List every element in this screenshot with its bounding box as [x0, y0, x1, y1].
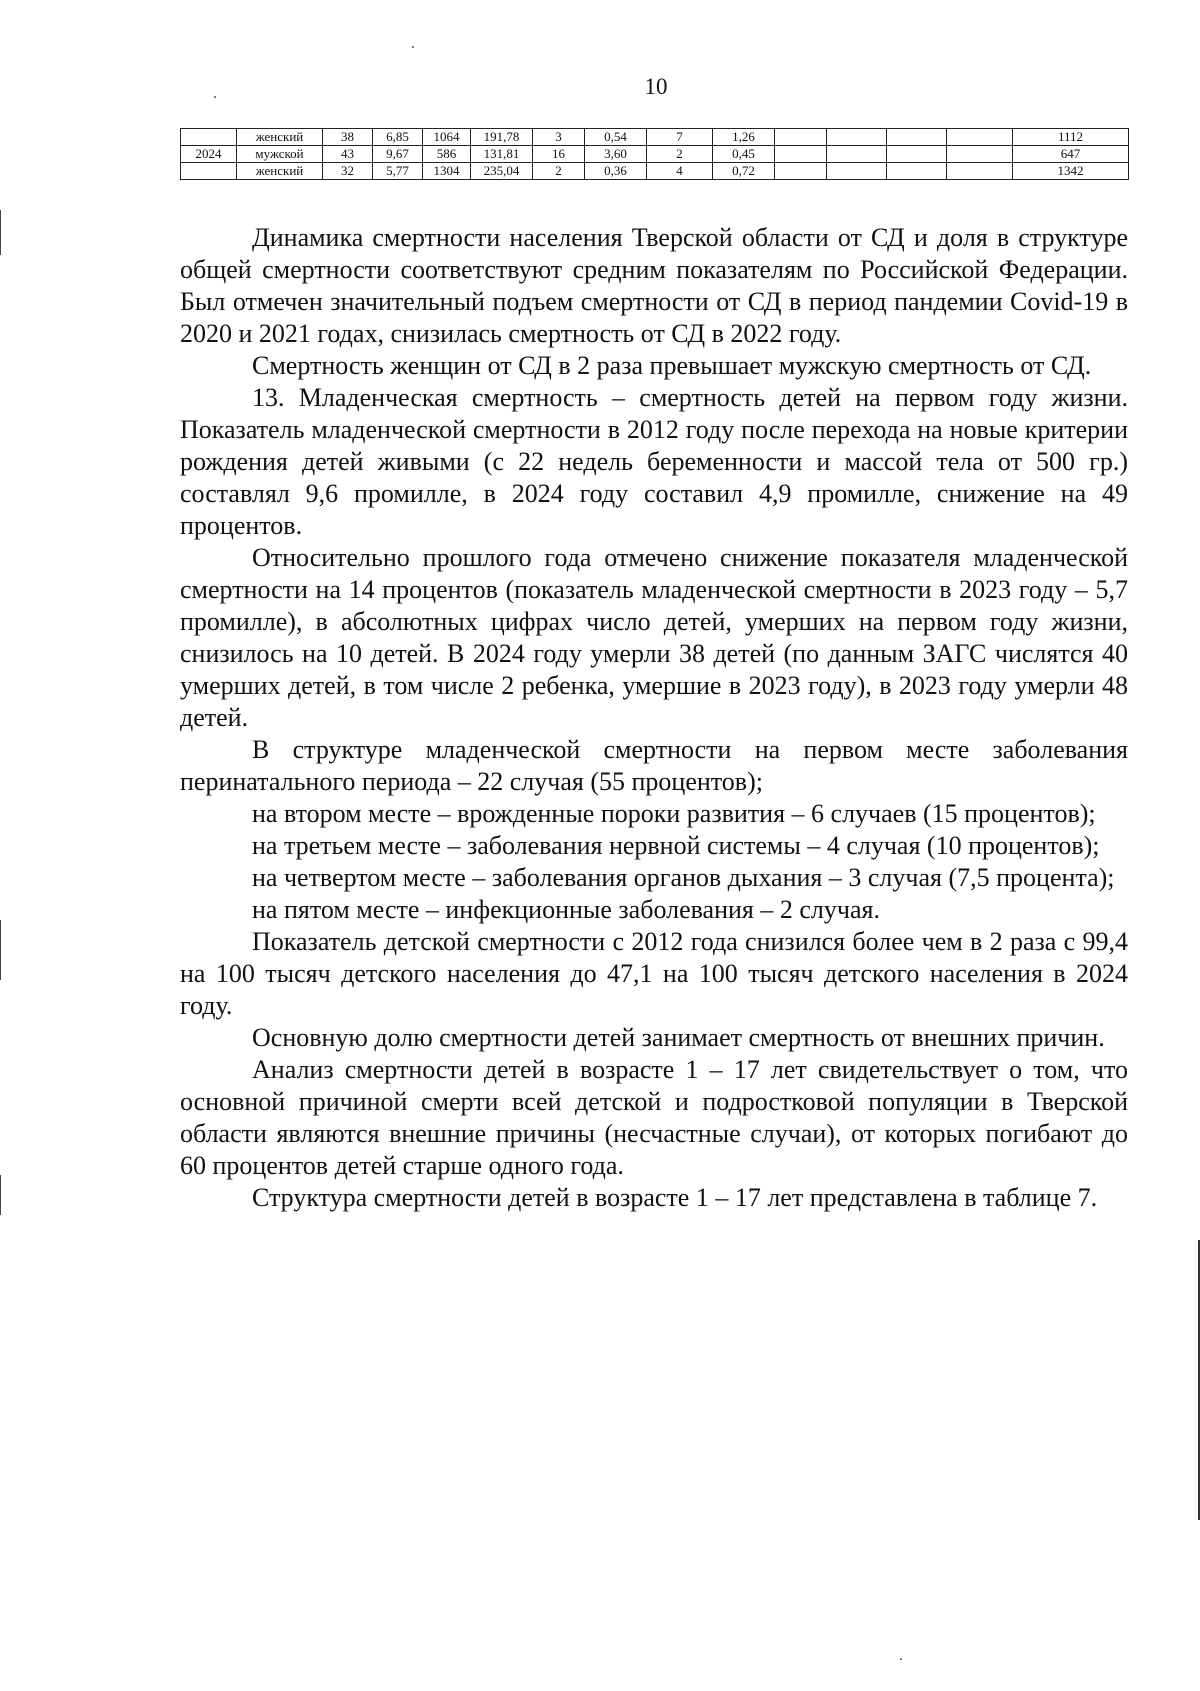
table-cell: 5,77 — [373, 163, 423, 180]
table-cell: 9,67 — [373, 146, 423, 163]
table-cell — [181, 163, 237, 180]
table-cell: 235,04 — [471, 163, 533, 180]
scan-speck — [412, 46, 414, 48]
table-cell — [827, 129, 887, 146]
paragraph: Показатель детской смертности с 2012 года снизился более чем в 2 раза с 99,4 на 100 тысяч детского населения до 47,1 на 100 тысяч детского населения в 2024 году. — [180, 927, 1128, 1020]
table-cell: 191,78 — [471, 129, 533, 146]
mortality-table-fragment — [180, 128, 1129, 180]
scan-edge-line — [0, 210, 1, 255]
table-cell: 1112 — [1013, 129, 1129, 146]
table-cell: 2 — [647, 146, 713, 163]
table-cell — [887, 146, 947, 163]
table-cell: 647 — [1013, 146, 1129, 163]
table-cell — [947, 146, 1013, 163]
table-cell — [181, 129, 237, 146]
table-cell: 38 — [323, 129, 373, 146]
table-cell: 0,54 — [585, 129, 647, 146]
table-cell: 3 — [533, 129, 585, 146]
paragraph: на пятом месте – инфекционные заболевания – 2 случая. — [252, 895, 880, 924]
paragraph: Структура смертности детей в возрасте 1 – 17 лет представлена в таблице 7. — [252, 1183, 1098, 1212]
table-cell: 3,60 — [585, 146, 647, 163]
paragraph: Динамика смертности населения Тверской области от СД и доля в структуре общей смертности соответствуют средним показателям по Российской Федерации. Был отмечен значительный подъем смертности от СД в период пандемии Covid-19 в 2020 и 2021 годах, снизилась смертность от СД в 2022 году. — [180, 223, 1128, 348]
document-body — [180, 222, 1128, 1214]
table-cell: 16 — [533, 146, 585, 163]
table-cell — [827, 163, 887, 180]
paragraph: на четвертом месте – заболевания органов дыхания – 3 случая (7,5 процента); — [252, 863, 1115, 892]
table-cell: 586 — [423, 146, 471, 163]
table-cell: 43 — [323, 146, 373, 163]
scan-speck — [214, 96, 216, 98]
table-cell: 4 — [647, 163, 713, 180]
table-cell: 0,36 — [585, 163, 647, 180]
table-cell — [887, 163, 947, 180]
table-cell: 32 — [323, 163, 373, 180]
paragraph: на втором месте – врожденные пороки развития – 6 случаев (15 процентов); — [252, 799, 1096, 828]
table-cell — [775, 129, 827, 146]
table-cell: 2024 — [181, 146, 237, 163]
scan-speck — [900, 1658, 902, 1660]
table-cell: 2 — [533, 163, 585, 180]
table-row — [181, 129, 1129, 146]
page-number: 10 — [644, 74, 668, 99]
table-cell: 6,85 — [373, 129, 423, 146]
table-cell — [947, 129, 1013, 146]
table-row — [181, 163, 1129, 180]
paragraph: на третьем месте – заболевания нервной системы – 4 случая (10 процентов); — [252, 831, 1100, 860]
table-cell: женский — [237, 129, 323, 146]
table-row — [181, 146, 1129, 163]
scan-edge-line — [0, 1175, 1, 1215]
table-cell — [887, 129, 947, 146]
table-cell — [947, 163, 1013, 180]
paragraph: Относительно прошлого года отмечено снижение показателя младенческой смертности на 14 процентов (показатель младенческой смертности в 2023 году – 5,7 промилле), в абсолютных цифрах число детей, умерших на первом году жизни, снизилось на 10 детей. В 2024 году умерли 38 детей (по данным ЗАГС числятся 40 умерших детей, в том числе 2 ребенка, умершие в 2023 году), в 2023 году умерли 48 детей. — [180, 543, 1128, 732]
table-cell — [827, 146, 887, 163]
table-cell: 0,45 — [713, 146, 775, 163]
table-cell — [775, 163, 827, 180]
table-cell: 1342 — [1013, 163, 1129, 180]
table-cell — [775, 146, 827, 163]
table-cell: мужской — [237, 146, 323, 163]
scan-edge-line — [0, 920, 1, 980]
paragraph: Смертность женщин от СД в 2 раза превышает мужскую смертность от СД. — [252, 351, 1092, 380]
table-cell: 0,72 — [713, 163, 775, 180]
paragraph: Основную долю смертности детей занимает смертность от внешних причин. — [252, 1023, 1105, 1052]
paragraph: Анализ смертности детей в возрасте 1 – 17 лет свидетельствует о том, что основной причиной смерти всей детской и подростковой популяции в Тверской области являются внешние причины (несчастные случаи), от которых погибают до 60 процентов детей старше одного года. — [180, 1055, 1128, 1180]
table-cell: 1064 — [423, 129, 471, 146]
paragraph: В структуре младенческой смертности на первом месте заболевания перинатального периода – 22 случая (55 процентов); — [180, 735, 1128, 796]
table-cell: 7 — [647, 129, 713, 146]
table-cell: 131,81 — [471, 146, 533, 163]
paragraph: 13. Младенческая смертность – смертность детей на первом году жизни. Показатель младенческой смертности в 2012 году после перехода на новые критерии рождения детей живыми (с 22 недель беременности и массой тела от 500 гр.) составлял 9,6 промилле, в 2024 году составил 4,9 промилле, снижение на 49 процентов. — [180, 383, 1128, 540]
table-cell: 1304 — [423, 163, 471, 180]
table-cell: 1,26 — [713, 129, 775, 146]
table-cell: женский — [237, 163, 323, 180]
